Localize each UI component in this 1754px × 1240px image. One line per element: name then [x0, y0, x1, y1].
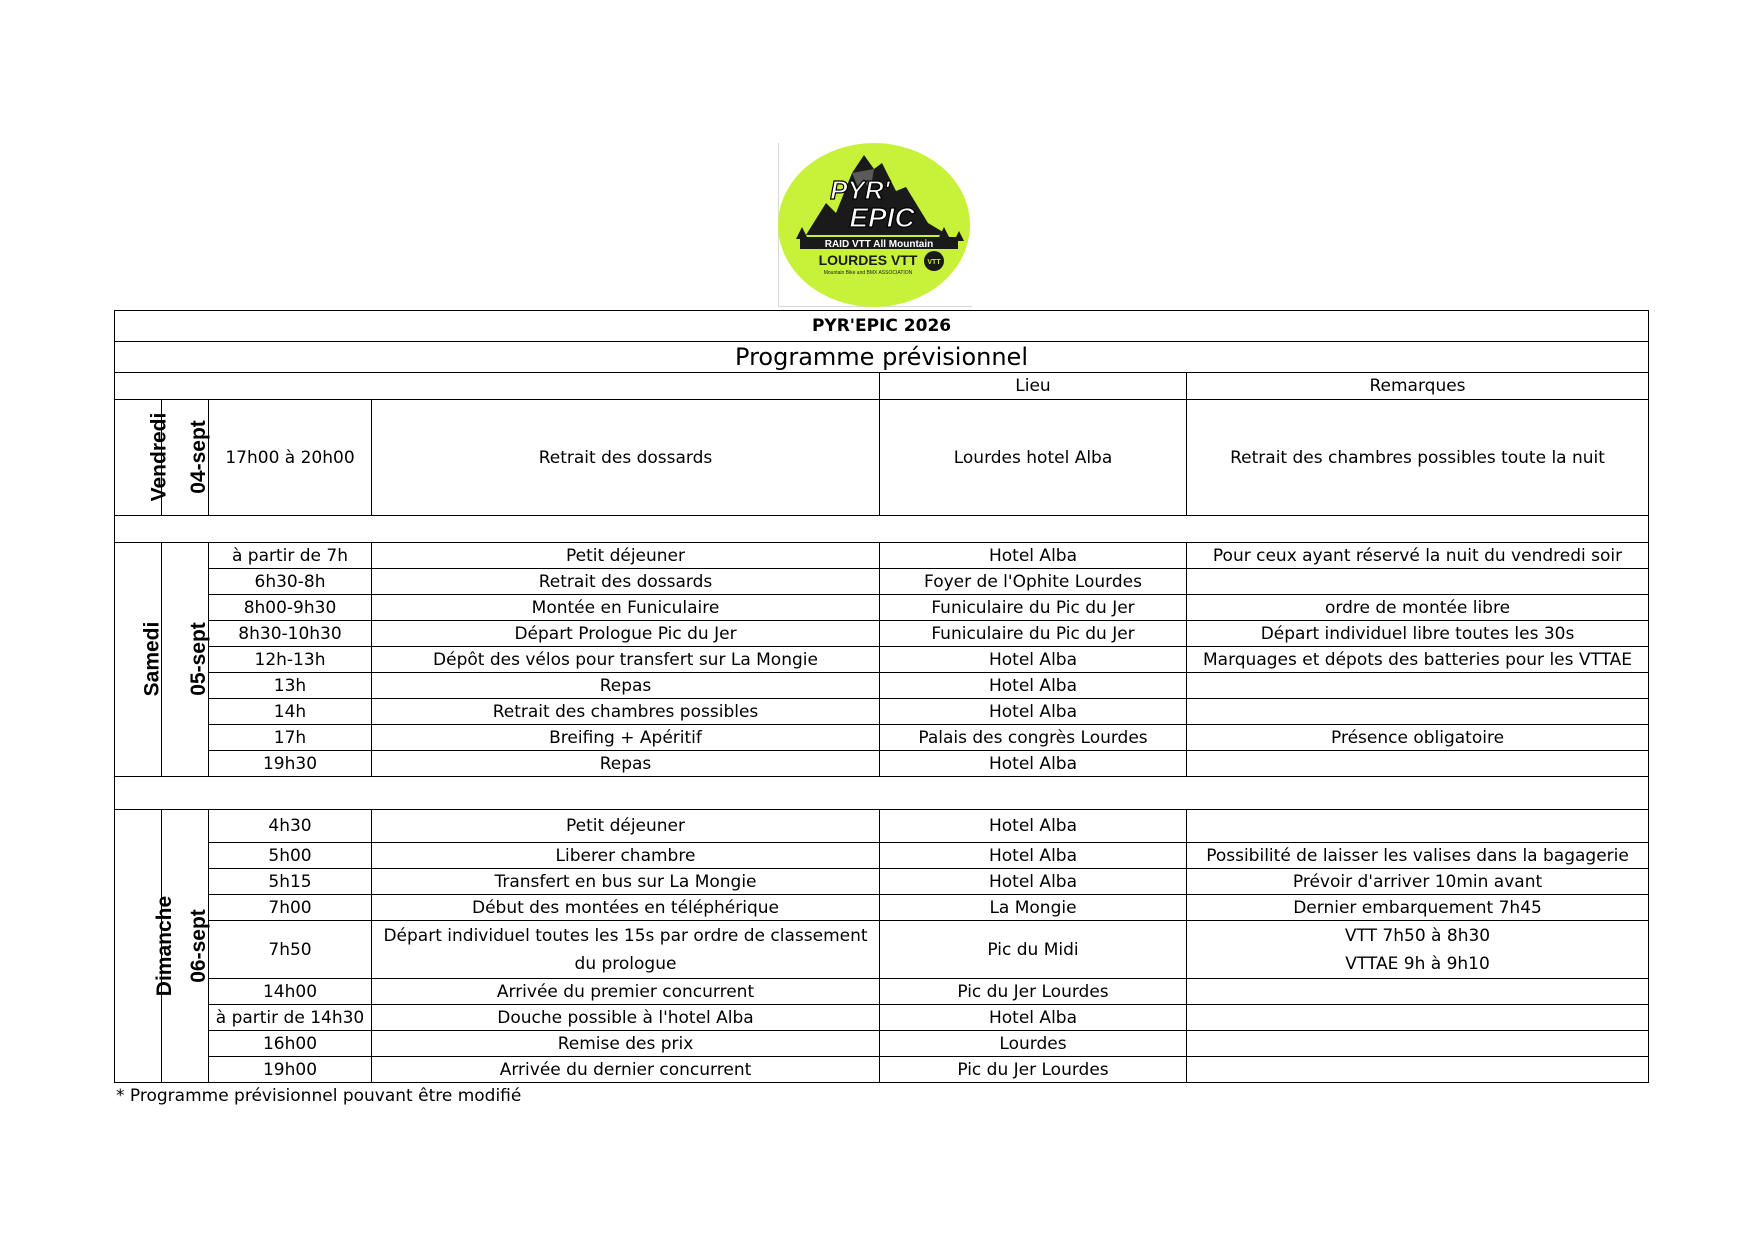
remarques-cell: Retrait des chambres possibles toute la nuit — [1187, 400, 1649, 516]
time-cell: 14h — [209, 699, 372, 725]
logo-club: LOURDES VTT — [818, 252, 918, 268]
activity-cell: Arrivée du premier concurrent — [372, 979, 880, 1005]
lieu-cell: Funiculaire du Pic du Jer — [880, 595, 1187, 621]
remarques-cell — [1187, 673, 1649, 699]
lieu-cell: Lourdes hotel Alba — [880, 400, 1187, 516]
table-row — [115, 810, 1649, 843]
time-cell: 17h — [209, 725, 372, 751]
remarques-cell: Marquages et dépots des batteries pour les VTTAE — [1187, 647, 1649, 673]
table-row — [115, 673, 1649, 699]
header-remarques: Remarques — [1187, 373, 1649, 400]
spacer-row — [115, 516, 1649, 543]
lieu-cell: Hotel Alba — [880, 543, 1187, 569]
header-lieu: Lieu — [880, 373, 1187, 400]
activity-cell: Arrivée du dernier concurrent — [372, 1057, 880, 1083]
lieu-cell: Palais des congrès Lourdes — [880, 725, 1187, 751]
day-label: Dimanche — [115, 810, 162, 1083]
day-label: Vendredi — [115, 400, 162, 516]
time-cell: à partir de 7h — [209, 543, 372, 569]
table-title: PYR'EPIC 2026 — [115, 311, 1649, 342]
spacer-row — [115, 777, 1649, 810]
table-row — [115, 843, 1649, 869]
table-row — [115, 400, 1649, 516]
activity-cell: Retrait des chambres possibles — [372, 699, 880, 725]
activity-cell: Début des montées en téléphérique — [372, 895, 880, 921]
lieu-cell: Hotel Alba — [880, 843, 1187, 869]
activity-cell: Retrait des dossards — [372, 400, 880, 516]
time-cell: 14h00 — [209, 979, 372, 1005]
time-cell: 4h30 — [209, 810, 372, 843]
lieu-cell: Hotel Alba — [880, 673, 1187, 699]
table-row — [115, 543, 1649, 569]
activity-cell: Dépôt des vélos pour transfert sur La Mongie — [372, 647, 880, 673]
time-cell: 19h00 — [209, 1057, 372, 1083]
header-row — [115, 373, 1649, 400]
activity-cell: Repas — [372, 673, 880, 699]
table-row — [115, 895, 1649, 921]
title-row — [115, 311, 1649, 342]
remarques-cell: Possibilité de laisser les valises dans la bagagerie — [1187, 843, 1649, 869]
programme-table — [114, 310, 1649, 1083]
lieu-cell: Hotel Alba — [880, 810, 1187, 843]
date-label: 06-sept — [162, 810, 209, 1083]
lieu-cell: Foyer de l'Ophite Lourdes — [880, 569, 1187, 595]
table-row — [115, 869, 1649, 895]
remarques-line: VTT 7h50 à 8h30 — [1344, 925, 1491, 946]
table-row — [115, 979, 1649, 1005]
activity-cell: Douche possible à l'hotel Alba — [372, 1005, 880, 1031]
time-cell: 5h00 — [209, 843, 372, 869]
lieu-cell: Pic du Jer Lourdes — [880, 1057, 1187, 1083]
table-row — [115, 1005, 1649, 1031]
remarques-line: VTTAE 9h à 9h10 — [1345, 953, 1490, 974]
time-cell: 6h30-8h — [209, 569, 372, 595]
lieu-cell: Funiculaire du Pic du Jer — [880, 621, 1187, 647]
remarques-cell — [1187, 1005, 1649, 1031]
table-subtitle: Programme prévisionnel — [115, 342, 1649, 373]
spacer-cell — [115, 777, 1649, 810]
lieu-cell: Hotel Alba — [880, 869, 1187, 895]
time-cell: 7h50 — [209, 921, 372, 979]
lieu-cell: Hotel Alba — [880, 699, 1187, 725]
header-blank — [115, 373, 880, 400]
remarques-cell: Présence obligatoire — [1187, 725, 1649, 751]
remarques-cell: Dernier embarquement 7h45 — [1187, 895, 1649, 921]
table-row — [115, 751, 1649, 777]
date-label: 04-sept — [162, 400, 209, 516]
time-cell: 8h00-9h30 — [209, 595, 372, 621]
table-row — [115, 1057, 1649, 1083]
time-cell: 13h — [209, 673, 372, 699]
lieu-cell: La Mongie — [880, 895, 1187, 921]
table-row — [115, 621, 1649, 647]
table-row — [115, 595, 1649, 621]
remarques-cell — [1187, 1057, 1649, 1083]
activity-cell: Remise des prix — [372, 1031, 880, 1057]
remarques-cell — [1187, 569, 1649, 595]
activity-cell: Départ individuel toutes les 15s par ordre de classement du prologue — [372, 921, 880, 979]
logo-club-sub: Mountain Bike and BMX ASSOCIATION — [823, 270, 913, 276]
time-cell: 16h00 — [209, 1031, 372, 1057]
subtitle-row — [115, 342, 1649, 373]
activity-cell: Départ Prologue Pic du Jer — [372, 621, 880, 647]
table-row — [115, 699, 1649, 725]
table-row — [115, 569, 1649, 595]
logo-tagline: RAID VTT All Mountain — [824, 239, 934, 250]
lieu-cell: Hotel Alba — [880, 751, 1187, 777]
remarques-cell — [1187, 979, 1649, 1005]
spacer-cell — [115, 516, 1649, 543]
table-row — [115, 1031, 1649, 1057]
activity-cell: Retrait des dossards — [372, 569, 880, 595]
remarques-cell: Pour ceux ayant réservé la nuit du vendredi soir — [1187, 543, 1649, 569]
time-cell: à partir de 14h30 — [209, 1005, 372, 1031]
footnote: * Programme prévisionnel pouvant être modifié — [116, 1086, 522, 1106]
activity-cell: Montée en Funiculaire — [372, 595, 880, 621]
remarques-cell — [1187, 921, 1649, 979]
day-label: Samedi — [115, 543, 162, 777]
remarques-cell — [1187, 810, 1649, 843]
time-cell: 7h00 — [209, 895, 372, 921]
table-row — [115, 725, 1649, 751]
remarques-cell — [1187, 1031, 1649, 1057]
activity-cell: Liberer chambre — [372, 843, 880, 869]
lieu-cell: Pic du Jer Lourdes — [880, 979, 1187, 1005]
activity-cell: Repas — [372, 751, 880, 777]
lieu-cell: Hotel Alba — [880, 1005, 1187, 1031]
time-cell: 8h30-10h30 — [209, 621, 372, 647]
remarques-cell: Départ individuel libre toutes les 30s — [1187, 621, 1649, 647]
date-label: 05-sept — [162, 543, 209, 777]
activity-cell: Transfert en bus sur La Mongie — [372, 869, 880, 895]
time-cell: 17h00 à 20h00 — [209, 400, 372, 516]
table-row — [115, 647, 1649, 673]
activity-cell: Breifing + Apéritif — [372, 725, 880, 751]
time-cell: 12h-13h — [209, 647, 372, 673]
time-cell: 19h30 — [209, 751, 372, 777]
remarques-cell — [1187, 699, 1649, 725]
logo-line2: EPIC — [849, 202, 915, 233]
logo-line1: PYR' — [830, 175, 890, 205]
lieu-cell: Hotel Alba — [880, 647, 1187, 673]
remarques-cell: ordre de montée libre — [1187, 595, 1649, 621]
activity-cell: Petit déjeuner — [372, 543, 880, 569]
table-row — [115, 921, 1649, 979]
logo-badge: VTT — [927, 259, 941, 266]
lieu-cell: Lourdes — [880, 1031, 1187, 1057]
lieu-cell: Pic du Midi — [880, 921, 1187, 979]
activity-cell: Petit déjeuner — [372, 810, 880, 843]
time-cell: 5h15 — [209, 869, 372, 895]
remarques-cell: Prévoir d'arriver 10min avant — [1187, 869, 1649, 895]
remarques-cell — [1187, 751, 1649, 777]
pyrepic-logo — [778, 143, 972, 307]
